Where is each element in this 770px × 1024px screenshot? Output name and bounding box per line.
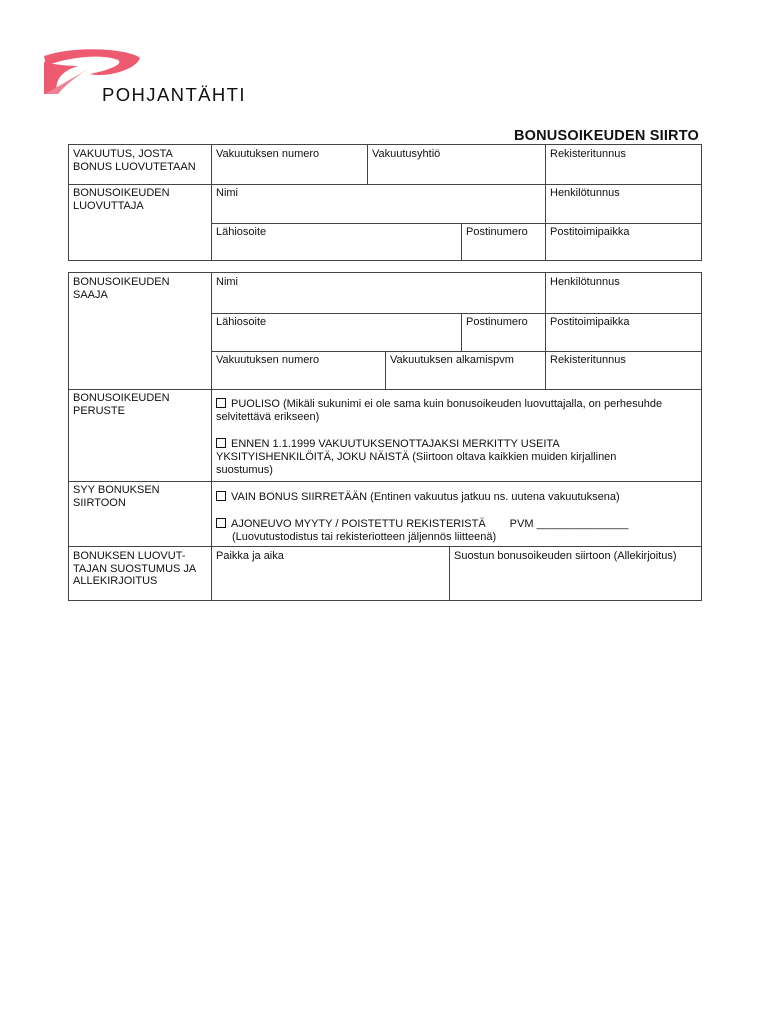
transferor-postal-code-field[interactable]: Postinumero — [466, 226, 528, 238]
bonus-only-checkbox[interactable] — [216, 491, 226, 501]
transferor-address-field[interactable]: Lähiosoite — [216, 226, 267, 238]
transferor-name-field[interactable]: Nimi — [216, 187, 238, 199]
logo-wordmark: POHJANTÄHTI — [102, 84, 246, 105]
spouse-checkbox[interactable] — [216, 398, 226, 408]
recipient-postal-code-field[interactable]: Postinumero — [466, 316, 528, 328]
multiple-holders-option-text: ENNEN 1.1.1999 VAKUUTUKSENOTTAJAKSI MERKITTY USEITA YKSITYISHENKILÖITÄ, JOKU NÄISTÄ (Siirtoon oltava kaikkien muiden kirjallinen suostumus) — [216, 438, 617, 476]
transferor-label: BONUSOIKEUDEN LUOVUTTAJA — [73, 187, 170, 212]
transferor-post-office-field[interactable]: Postitoimipaikka — [550, 226, 630, 238]
spouse-option-text: PUOLISO (Mikäli sukunimi ei ole sama kuin bonusoikeuden luovuttajalla, on perhesuhde selvitettävä erikseen) — [216, 398, 663, 423]
vehicle-sold-option-text: AJONEUVO MYYTY / POISTETTU REKISTERISTÄ — [231, 518, 486, 530]
basis-option-multiple-holders[interactable] — [216, 438, 636, 477]
insurance-source-label: VAKUUTUS, JOSTA BONUS LUOVUTETAAN — [73, 148, 196, 173]
reason-option-vehicle-sold[interactable] — [216, 518, 696, 544]
basis-option-spouse[interactable] — [216, 398, 696, 424]
recipient-label: BONUSOIKEUDEN SAAJA — [73, 276, 170, 301]
vehicle-sold-note: (Luovutustodistus tai rekisteriotteen jäljennös liitteenä) — [232, 531, 497, 543]
consent-label: BONUKSEN LUOVUT- TAJAN SUOSTUMUS JA ALLEKIRJOITUS — [73, 550, 197, 587]
section-recipient — [68, 272, 702, 601]
recipient-id-field[interactable]: Henkilötunnus — [550, 276, 620, 288]
reason-option-bonus-only[interactable] — [216, 491, 696, 504]
source-reg-number-field[interactable]: Rekisteritunnus — [550, 148, 626, 160]
basis-label: BONUSOIKEUDEN PERUSTE — [73, 392, 170, 417]
recipient-post-office-field[interactable]: Postitoimipaikka — [550, 316, 630, 328]
form-title: BONUSOIKEUDEN SIIRTO — [513, 128, 699, 144]
vehicle-sold-checkbox[interactable] — [216, 518, 226, 528]
section-transferor — [68, 144, 702, 261]
place-date-field[interactable]: Paikka ja aika — [216, 550, 284, 562]
svg-text:+: + — [88, 63, 94, 71]
recipient-name-field[interactable]: Nimi — [216, 276, 238, 288]
multiple-holders-checkbox[interactable] — [216, 438, 226, 448]
source-policy-number-field[interactable]: Vakuutuksen numero — [216, 148, 320, 160]
recipient-reg-number-field[interactable]: Rekisteritunnus — [550, 354, 626, 366]
recipient-start-date-field[interactable]: Vakuutuksen alkamispvm — [390, 354, 514, 366]
transferor-id-field[interactable]: Henkilötunnus — [550, 187, 620, 199]
recipient-address-field[interactable]: Lähiosoite — [216, 316, 267, 328]
signature-field[interactable]: Suostun bonusoikeuden siirtoon (Allekirjoitus) — [454, 550, 677, 562]
reason-label: SYY BONUKSEN SIIRTOON — [73, 484, 160, 509]
company-logo — [40, 48, 280, 114]
recipient-policy-number-field[interactable]: Vakuutuksen numero — [216, 354, 320, 366]
vehicle-sold-date-field[interactable]: PVM _______________ — [509, 518, 629, 530]
insurer-field[interactable]: Vakuutusyhtiö — [372, 148, 441, 160]
bonus-only-option-text: VAIN BONUS SIIRRETÄÄN (Entinen vakuutus jatkuu ns. uutena vakuutuksena) — [231, 491, 620, 503]
